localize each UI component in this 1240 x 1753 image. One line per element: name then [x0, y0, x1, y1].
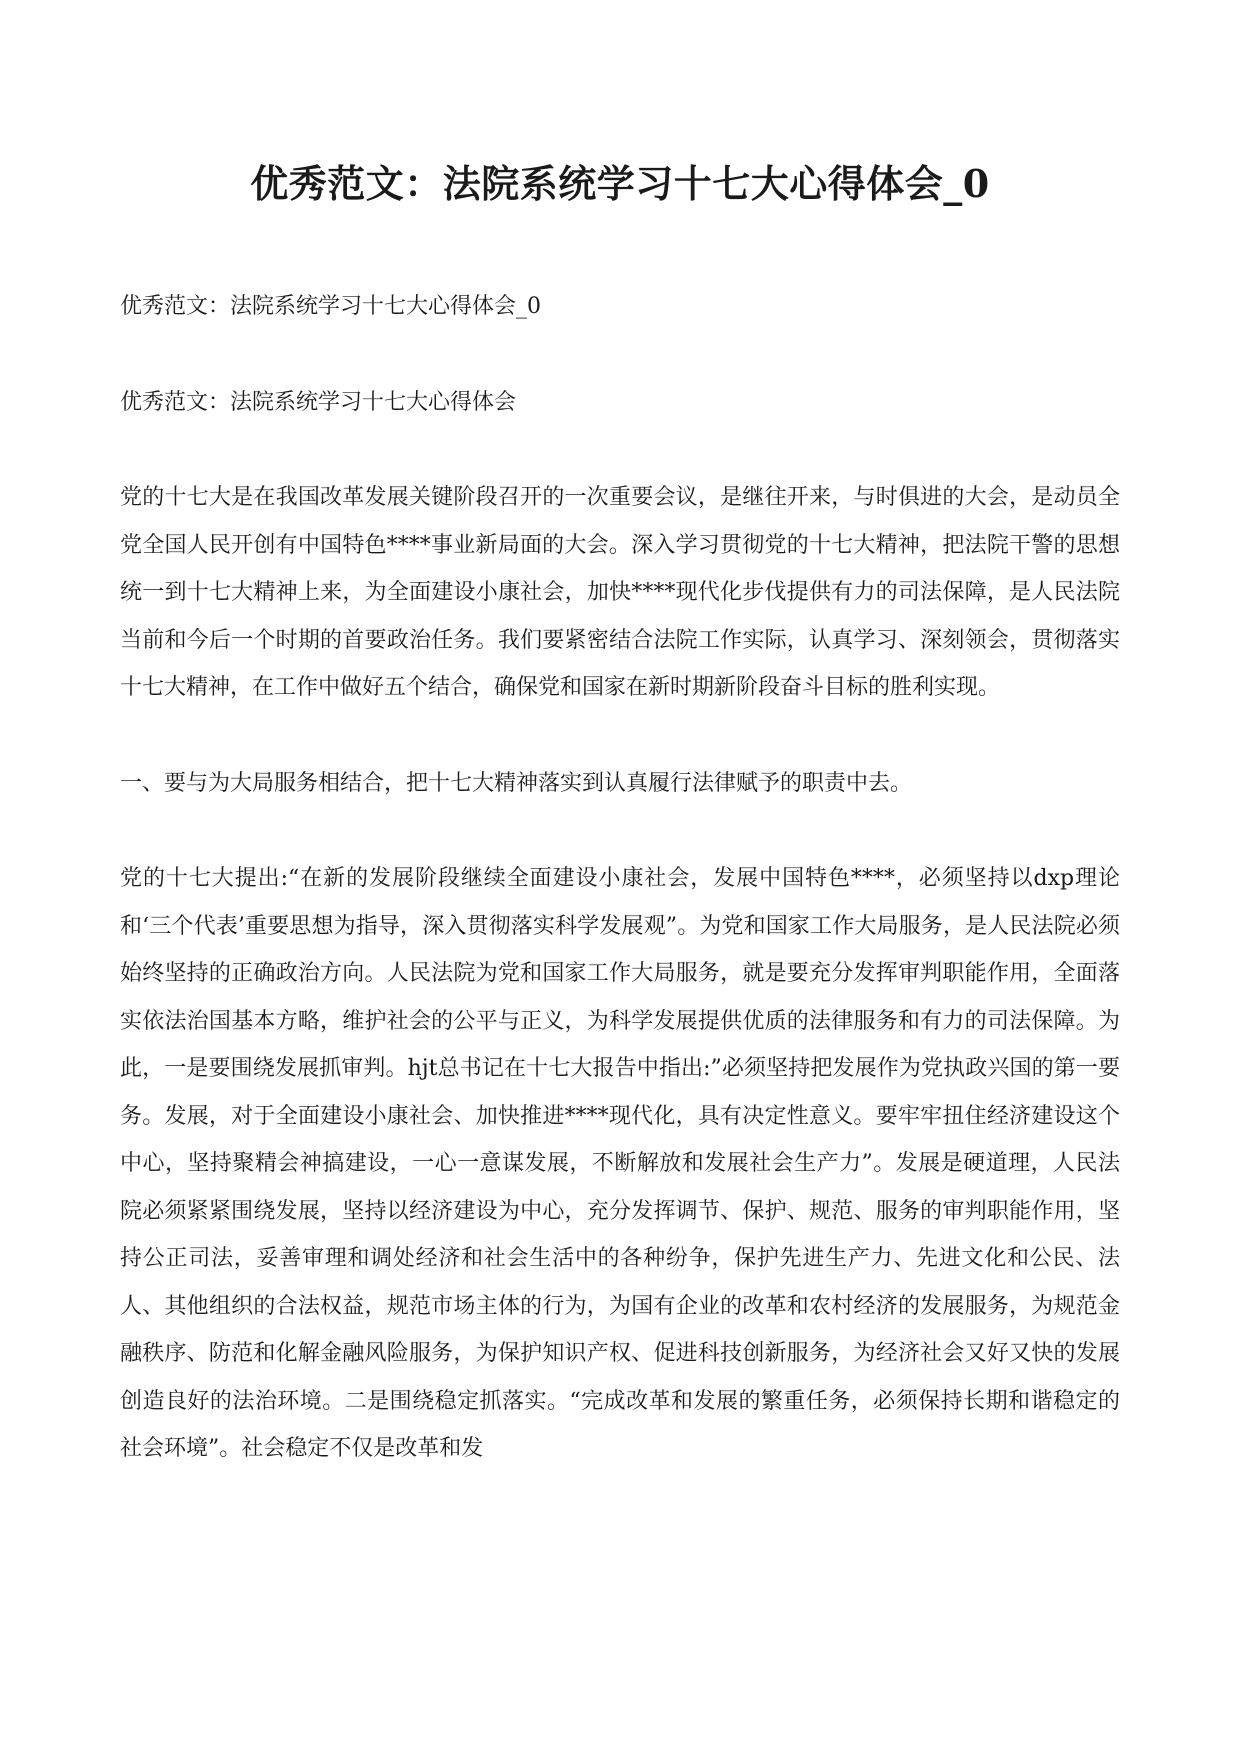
intro-paragraph: 党的十七大是在我国改革发展关键阶段召开的一次重要会议，是继往开来，与时俱进的大会，是动员全党全国人民开创有中国特色****事业新局面的大会。深入学习贯彻党的十七大精神，把法院干警的思想统一到十七大精神上来，为全面建设小康社会，加快****现代化步伐提供有力的司法保障，是人民法院当前和今后一个时期的首要政治任务。我们要紧密结合法院工作实际，认真学习、深刻领会，贯彻落实十七大精神，在工作中做好五个结合，确保党和国家在新时期新阶段奋斗目标的胜利实现。	[120, 485, 1120, 700]
document-body	[120, 283, 1120, 1473]
document-title: 优秀范文：法院系统学习十七大心得体会_0	[250, 161, 990, 206]
subtitle-line-1: 优秀范文：法院系统学习十七大心得体会_0	[120, 294, 541, 319]
section-heading: 一、要与为大局服务相结合，把十七大精神落实到认真履行法律赋予的职责中去。	[120, 770, 913, 796]
subtitle-line-2: 优秀范文：法院系统学习十七大心得体会	[120, 389, 517, 415]
body-paragraph: 党的十七大提出:“在新的发展阶段继续全面建设小康社会，发展中国特色****，必须坚持以dxp理论和‘三个代表’重要思想为指导，深入贯彻落实科学发展观”。为党和国家工作大局服务，是人民法院必须始终坚持的正确政治方向。人民法院为党和国家工作大局服务，就是要充分发挥审判职能作用，全面落实依法治国基本方略，维护社会的公平与正义，为科学发展提供优质的法律服务和有力的司法保障。为此，一是要围绕发展抓审判。hjt总书记在十七大报告中指出:”必须坚持把发展作为党执政兴国的第一要务。发展，对于全面建设小康社会、加快推进****现代化，具有决定性意义。要牢牢扭住经济建设这个中心，坚持聚精会神搞建设，一心一意谋发展，不断解放和发展社会生产力”。发展是硬道理，人民法院必须紧紧围绕发展，坚持以经济建设为中心，充分发挥调节、保护、规范、服务的审判职能作用，坚持公正司法，妥善审理和调处经济和社会生活中的各种纷争，保护先进生产力、先进文化和公民、法人、其他组织的合法权益，规范市场主体的行为，为国有企业的改革和农村经济的发展服务，为规范金融秩序、防范和化解金融风险服务，为保护知识产权、促进科技创新服务，为经济社会又好又快的发展创造良好的法治环境。二是围绕稳定抓落实。“完成改革和发展的繁重任务，必须保持长期和谐稳定的社会环境”。社会稳定不仅是改革和发	[120, 866, 1120, 1461]
